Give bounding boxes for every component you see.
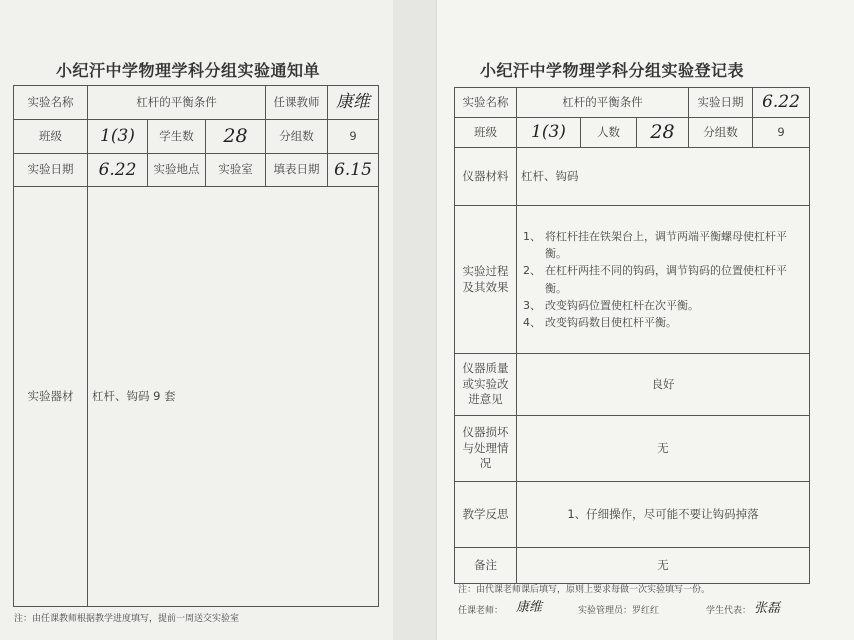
label-quality: 仪器质量或实验改进意见 bbox=[455, 354, 517, 416]
value-instruments: 杠杆、钩码 bbox=[517, 148, 810, 206]
value-class: 1(3) bbox=[517, 118, 581, 148]
value-reflection: 1、仔细操作，尽可能不要让钩码掉落 bbox=[517, 482, 810, 548]
page-gap bbox=[393, 0, 437, 640]
footer-student-label: 学生代表： bbox=[706, 606, 752, 616]
label-teacher: 任课教师 bbox=[266, 86, 328, 120]
value-experiment-date: 6.22 bbox=[753, 88, 810, 118]
label-experiment-date: 实验日期 bbox=[689, 88, 753, 118]
label-remarks: 备注 bbox=[455, 548, 517, 584]
value-experiment-date: 6.22 bbox=[88, 154, 148, 187]
value-class: 1(3) bbox=[88, 120, 148, 154]
value-location: 实验室 bbox=[206, 154, 266, 187]
notice-footnote: 注：由任课教师根据教学进度填写，提前一周送交实验室 bbox=[14, 614, 240, 624]
label-damage: 仪器损坏与处理情况 bbox=[455, 416, 517, 482]
process-step: 2、 在杠杆两挂不同的钩码，调节钩码的位置使杠杆平衡。 bbox=[523, 264, 787, 295]
label-experiment-date: 实验日期 bbox=[14, 154, 88, 187]
value-equipment: 杠杆、钩码 9 套 bbox=[88, 187, 379, 607]
process-step: 1、 将杠杆挂在铁架台上，调节两端平衡螺母使杠杆平衡。 bbox=[523, 230, 787, 261]
label-reflection: 教学反思 bbox=[455, 482, 517, 548]
value-group-count: 9 bbox=[753, 118, 810, 148]
process-step: 4、 改变钩码数目使杠杆平衡。 bbox=[523, 315, 677, 329]
value-fill-date: 6.15 bbox=[328, 154, 379, 187]
label-location: 实验地点 bbox=[148, 154, 206, 187]
label-group-count: 分组数 bbox=[689, 118, 753, 148]
value-quality: 良好 bbox=[517, 354, 810, 416]
value-experiment-name: 杠杆的平衡条件 bbox=[88, 86, 266, 120]
label-experiment-name: 实验名称 bbox=[455, 88, 517, 118]
label-class: 班级 bbox=[14, 120, 88, 154]
value-process-steps bbox=[517, 206, 810, 354]
label-equipment: 实验器材 bbox=[14, 187, 88, 607]
value-people: 28 bbox=[637, 118, 689, 148]
value-teacher-signature: 康维 bbox=[328, 86, 379, 120]
label-fill-date: 填表日期 bbox=[266, 154, 328, 187]
value-group-count: 9 bbox=[328, 120, 379, 154]
process-step: 3、 改变钩码位置使杠杆在次平衡。 bbox=[523, 298, 699, 312]
footer-teacher-signature: 康维 bbox=[516, 600, 543, 615]
label-instruments: 仪器材料 bbox=[455, 148, 517, 206]
notice-title: 小纪汗中学物理学科分组实验通知单 bbox=[56, 61, 321, 80]
register-footnote: 注：由代课老师课后填写，原则上要求每做一次实验填写一份。 bbox=[458, 585, 711, 595]
notice-table bbox=[13, 85, 379, 607]
value-damage: 无 bbox=[517, 416, 810, 482]
label-class: 班级 bbox=[455, 118, 517, 148]
value-student-count: 28 bbox=[206, 120, 266, 154]
footer-admin: 实验管理员：罗红红 bbox=[578, 606, 660, 616]
footer-student-signature: 张磊 bbox=[754, 601, 781, 616]
footer-teacher-label: 任课老师： bbox=[458, 606, 504, 616]
register-title: 小纪汗中学物理学科分组实验登记表 bbox=[480, 61, 745, 80]
value-remarks: 无 bbox=[517, 548, 810, 584]
label-people: 人数 bbox=[581, 118, 637, 148]
label-student-count: 学生数 bbox=[148, 120, 206, 154]
register-table bbox=[454, 87, 810, 584]
label-group-count: 分组数 bbox=[266, 120, 328, 154]
label-process: 实验过程及其效果 bbox=[455, 206, 517, 354]
label-experiment-name: 实验名称 bbox=[14, 86, 88, 120]
value-experiment-name: 杠杆的平衡条件 bbox=[517, 88, 689, 118]
